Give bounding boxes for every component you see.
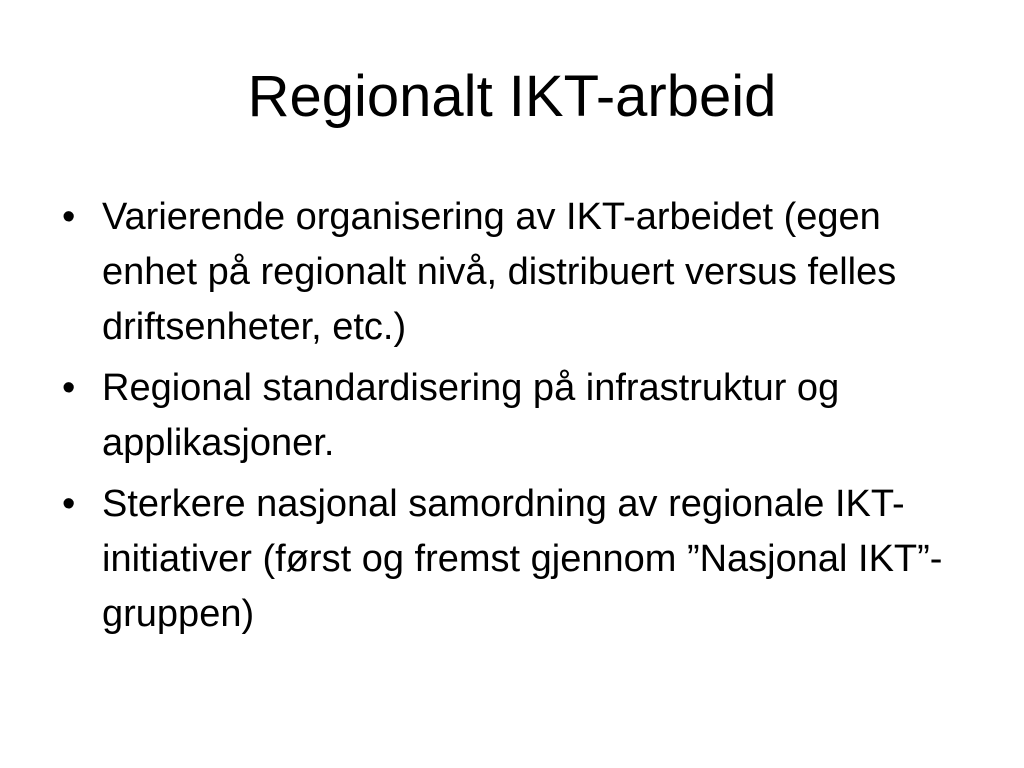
bullet-text: Regional standardisering på infrastruktur og applikasjoner. [102,367,840,464]
bullet-item [62,190,962,355]
bullet-item [62,477,962,642]
slide-title: Regionalt IKT-arbeid [247,64,777,129]
bullet-marker: • [62,483,76,525]
bullet-item [62,361,962,471]
bullet-marker: • [62,196,76,238]
bullet-text: Varierende organisering av IKT-arbeidet (egen enhet på regionalt nivå, distribuert versus felles driftsenheter, etc.) [102,196,897,348]
bullet-marker: • [62,367,76,409]
bullet-text: Sterkere nasjonal samordning av regionale IKT-initiativer (først og fremst gjennom ”Nasjonal IKT”-gruppen) [102,483,943,635]
bullet-list [62,190,962,648]
